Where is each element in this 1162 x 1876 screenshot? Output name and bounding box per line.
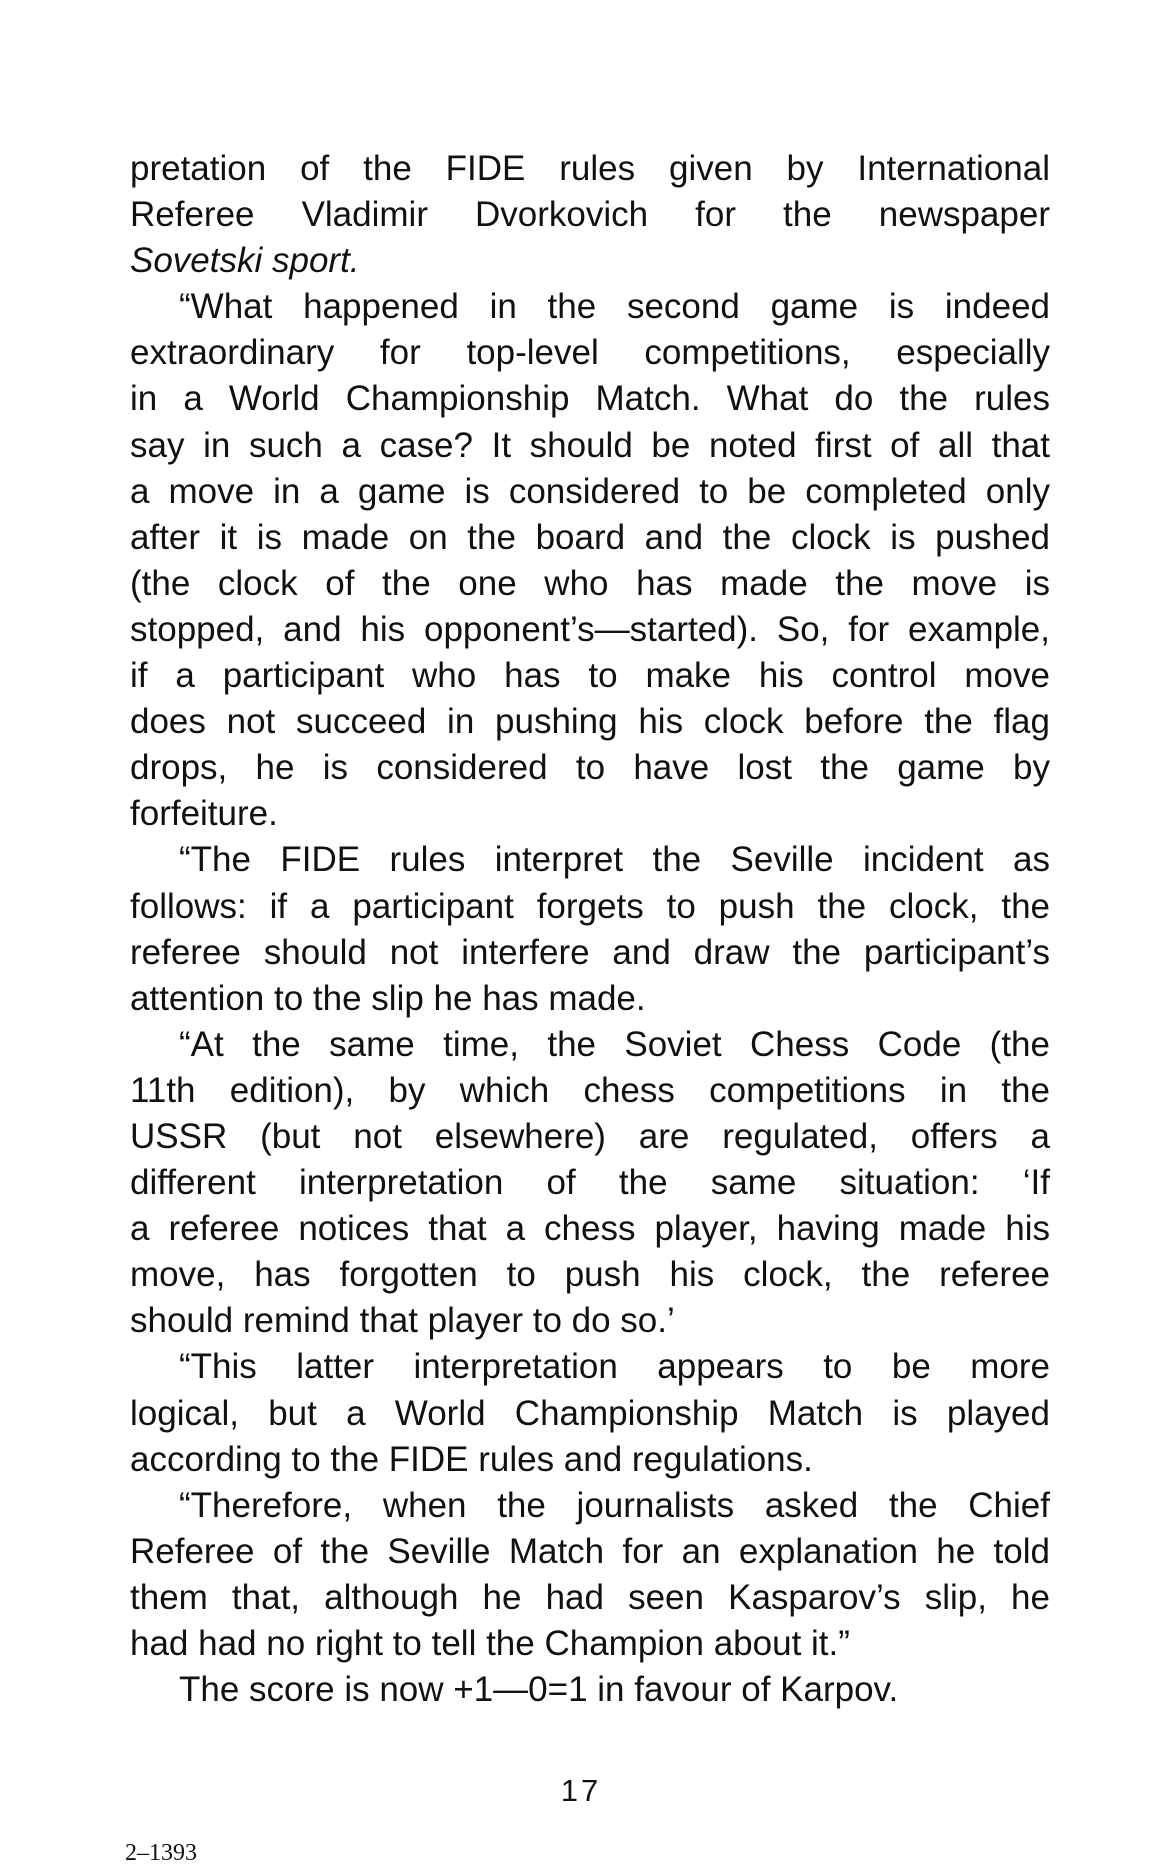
text-line: say in such a case? It should be noted first of all that [130,425,1050,465]
text-line: “At the same time, the Soviet Chess Code (the [179,1024,1050,1064]
page-number: 17 [560,1773,602,1808]
text-line: Sovetski sport. [130,241,360,281]
text-line: “The FIDE rules interpret the Seville incident as [179,840,1050,880]
text-line: logical, but a World Championship Match is played [130,1393,1050,1433]
text-line: stopped, and his opponent’s—started). So, for example, [130,609,1050,649]
text-line: Referee of the Seville Match for an explanation he told [130,1531,1050,1571]
text-line: attention to the slip he has made. [130,978,646,1018]
text-line: “Therefore, when the journalists asked the Chief [179,1485,1050,1525]
text-line: extraordinary for top-level competitions, especially [130,333,1050,373]
text-line: (the clock of the one who has made the move is [130,563,1050,603]
body-text [130,146,1050,1713]
text-line: different interpretation of the same situation: ‘If [130,1163,1050,1203]
text-line: follows: if a participant forgets to push the clock, the [130,886,1050,926]
text-line: should remind that player to do so.’ [130,1301,675,1341]
text-line: referee should not interfere and draw the participant’s [130,932,1050,972]
text-line: drops, he is considered to have lost the game by [130,748,1050,788]
text-line: move, has forgotten to push his clock, the referee [130,1255,1050,1295]
text-line: a referee notices that a chess player, having made his [130,1209,1050,1249]
text-line: pretation of the FIDE rules given by International [130,149,1050,188]
text-line: does not succeed in pushing his clock before the flag [130,702,1050,742]
text-line: USSR (but not elsewhere) are regulated, offers a [130,1116,1050,1156]
text-line: “What happened in the second game is indeed [179,287,1050,327]
text-line: a move in a game is considered to be completed only [130,471,1050,511]
text-line: Referee Vladimir Dvorkovich for the newspaper [130,195,1050,235]
text-line: forfeiture. [130,794,278,834]
text-line: had had no right to tell the Champion about it.” [130,1624,850,1663]
text-line: The score is now +1—0=1 in favour of Karpov. [179,1670,899,1710]
text-line: after it is made on the board and the clock is pushed [130,517,1050,557]
text-line: them that, although he had seen Kasparov’s slip, he [130,1577,1050,1617]
text-line: 11th edition), by which chess competitions in the [130,1070,1050,1110]
text-line: according to the FIDE rules and regulations. [130,1439,813,1479]
signature-mark: 2–1393 [125,1840,197,1866]
text-line: in a World Championship Match. What do the rules [130,379,1050,419]
text-line: “This latter interpretation appears to be more [179,1347,1050,1387]
text-line: if a participant who has to make his control move [130,656,1050,696]
